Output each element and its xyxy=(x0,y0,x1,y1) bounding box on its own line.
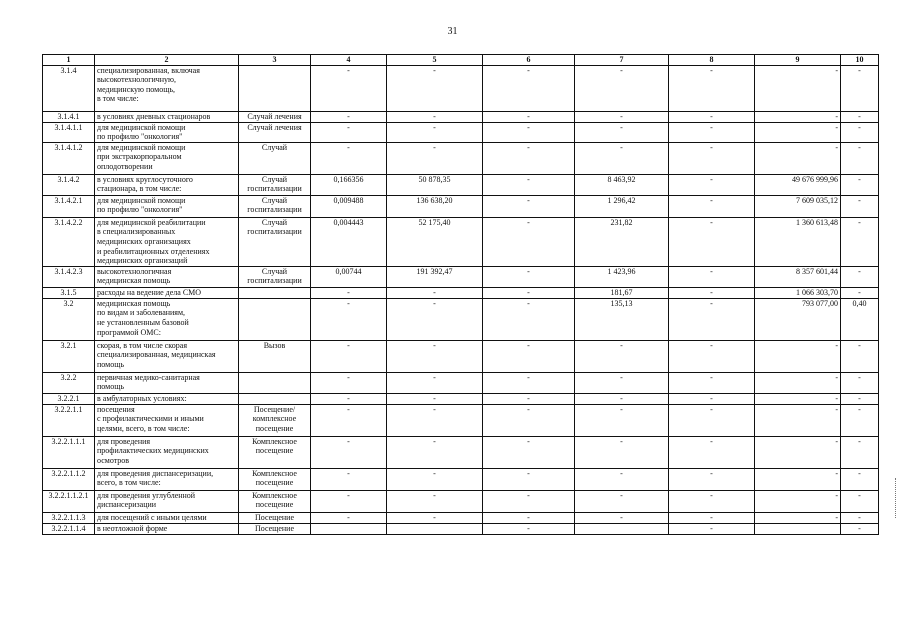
table-cell-col2: расходы на ведение дела СМО xyxy=(95,287,239,298)
table-row xyxy=(43,287,879,298)
table-row xyxy=(43,468,879,490)
table-cell-col8: - xyxy=(669,217,755,266)
table-row xyxy=(43,195,879,217)
table-cell-col1: 3.1.4.2 xyxy=(43,174,95,195)
table-cell-col6: - xyxy=(483,523,575,534)
table-cell-col3 xyxy=(239,65,311,111)
table-cell-col7: - xyxy=(575,490,669,512)
table-cell-col8: - xyxy=(669,65,755,111)
table-cell-col10: - xyxy=(841,340,879,372)
table-cell-col4: 0,00744 xyxy=(311,266,387,287)
column-header: 9 xyxy=(755,55,841,66)
table-cell-col9: 793 077,00 xyxy=(755,298,841,340)
table-cell-col4: - xyxy=(311,490,387,512)
table-cell-col10: - xyxy=(841,217,879,266)
table-cell-col3: Посещение xyxy=(239,512,311,523)
table-cell-col10: - xyxy=(841,393,879,404)
table-cell-col3: Посещение xyxy=(239,523,311,534)
table-cell-col2: для проведения профилактических медицинских осмотров xyxy=(95,436,239,468)
table-cell-col6: - xyxy=(483,393,575,404)
table-cell-col2: в амбулаторных условиях: xyxy=(95,393,239,404)
table-cell-col1: 3.2.2.1.1.4 xyxy=(43,523,95,534)
table-cell-col6: - xyxy=(483,111,575,122)
table-cell-col10: - xyxy=(841,195,879,217)
table-cell-col2: медицинская помощь по видам и заболеваниям, не установленным базовой программой ОМС: xyxy=(95,298,239,340)
table-cell-col10: - xyxy=(841,512,879,523)
table-row xyxy=(43,122,879,142)
table-cell-col10: - xyxy=(841,122,879,142)
table-cell-col2: в условиях круглосуточного стационара, в том числе: xyxy=(95,174,239,195)
table-cell-col8: - xyxy=(669,122,755,142)
table-cell-col7: 181,67 xyxy=(575,287,669,298)
table-cell-col6: - xyxy=(483,436,575,468)
table-cell-col5: - xyxy=(387,372,483,393)
table-cell-col4: - xyxy=(311,436,387,468)
table-cell-col10: - xyxy=(841,404,879,436)
table-cell-col2: скорая, в том числе скорая специализированная, медицинская помощь xyxy=(95,340,239,372)
table-cell-col4: - xyxy=(311,468,387,490)
table-cell-col10: - xyxy=(841,287,879,298)
table-cell-col6: - xyxy=(483,468,575,490)
table-row xyxy=(43,523,879,534)
table-cell-col2: посещения с профилактическими и иными целями, всего, в том числе: xyxy=(95,404,239,436)
table-header-row xyxy=(43,55,879,66)
table-cell-col2: для проведения углубленной диспансеризации xyxy=(95,490,239,512)
table-cell-col3: Комплексное посещение xyxy=(239,490,311,512)
table-cell-col3 xyxy=(239,287,311,298)
table-cell-col7: - xyxy=(575,142,669,174)
table-cell-col7: - xyxy=(575,340,669,372)
table-cell-col8: - xyxy=(669,111,755,122)
table-cell-col3: Случай лечения xyxy=(239,111,311,122)
table-cell-col4: - xyxy=(311,393,387,404)
table-cell-col1: 3.2.1 xyxy=(43,340,95,372)
column-header: 1 xyxy=(43,55,95,66)
table-cell-col3: Случай лечения xyxy=(239,122,311,142)
table-cell-col9: - xyxy=(755,393,841,404)
table-cell-col1: 3.1.4.2.2 xyxy=(43,217,95,266)
table-cell-col1: 3.1.5 xyxy=(43,287,95,298)
table-cell-col7: - xyxy=(575,65,669,111)
table-row xyxy=(43,217,879,266)
table-cell-col9: 7 609 035,12 xyxy=(755,195,841,217)
table-cell-col3: Случай госпитализации xyxy=(239,266,311,287)
table-cell-col8: - xyxy=(669,393,755,404)
table-cell-col6: - xyxy=(483,266,575,287)
table-cell-col9: - xyxy=(755,142,841,174)
table-cell-col10: - xyxy=(841,436,879,468)
table-cell-col6: - xyxy=(483,298,575,340)
table-cell-col1: 3.2.2.1.1 xyxy=(43,404,95,436)
table-cell-col9: - xyxy=(755,111,841,122)
table-row xyxy=(43,372,879,393)
table-cell-col7: 1 296,42 xyxy=(575,195,669,217)
column-header: 10 xyxy=(841,55,879,66)
table-cell-col8: - xyxy=(669,142,755,174)
table-cell-col3: Вызов xyxy=(239,340,311,372)
table-cell-col3: Случай xyxy=(239,142,311,174)
table-cell-col5: - xyxy=(387,65,483,111)
table-cell-col10: - xyxy=(841,372,879,393)
table-cell-col10: - xyxy=(841,523,879,534)
table-cell-col5: 52 175,40 xyxy=(387,217,483,266)
table-cell-col4: - xyxy=(311,404,387,436)
table-cell-col10: - xyxy=(841,490,879,512)
table-cell-col1: 3.1.4.1.2 xyxy=(43,142,95,174)
table-cell-col6: - xyxy=(483,404,575,436)
table-cell-col10: - xyxy=(841,142,879,174)
table-cell-col7: - xyxy=(575,122,669,142)
table-row xyxy=(43,404,879,436)
table-cell-col8: - xyxy=(669,298,755,340)
table-cell-col9: - xyxy=(755,468,841,490)
table-cell-col8: - xyxy=(669,436,755,468)
table-row xyxy=(43,142,879,174)
table-cell-col3: Случай госпитализации xyxy=(239,195,311,217)
table-cell-col6: - xyxy=(483,512,575,523)
table-cell-col8: - xyxy=(669,404,755,436)
table-cell-col8: - xyxy=(669,490,755,512)
table-cell-col6: - xyxy=(483,217,575,266)
table-cell-col2: для посещений с иными целями xyxy=(95,512,239,523)
table-cell-col2: в условиях дневных стационаров xyxy=(95,111,239,122)
table-cell-col9: - xyxy=(755,404,841,436)
table-cell-col3: Посещение/ комплексное посещение xyxy=(239,404,311,436)
table-row xyxy=(43,174,879,195)
table-cell-col5: - xyxy=(387,287,483,298)
table-cell-col3: Комплексное посещение xyxy=(239,468,311,490)
table-cell-col8: - xyxy=(669,266,755,287)
table-cell-col9: - xyxy=(755,65,841,111)
table-cell-col1: 3.2 xyxy=(43,298,95,340)
table-cell-col7: - xyxy=(575,436,669,468)
table-cell-col8: - xyxy=(669,523,755,534)
table-cell-col4: - xyxy=(311,287,387,298)
table-cell-col9: - xyxy=(755,372,841,393)
column-header: 4 xyxy=(311,55,387,66)
column-header: 6 xyxy=(483,55,575,66)
table-cell-col5 xyxy=(387,523,483,534)
scan-artifact xyxy=(895,478,899,518)
table-cell-col5: - xyxy=(387,111,483,122)
table-row xyxy=(43,436,879,468)
table-cell-col1: 3.1.4.1.1 xyxy=(43,122,95,142)
column-header: 3 xyxy=(239,55,311,66)
table-cell-col4: - xyxy=(311,142,387,174)
table-cell-col6: - xyxy=(483,490,575,512)
table-cell-col4: - xyxy=(311,340,387,372)
table-body xyxy=(43,65,879,534)
table-cell-col8: - xyxy=(669,340,755,372)
table-cell-col7: - xyxy=(575,372,669,393)
column-header: 5 xyxy=(387,55,483,66)
table-cell-col9: 1 066 303,70 xyxy=(755,287,841,298)
table-cell-col5: 50 878,35 xyxy=(387,174,483,195)
data-table xyxy=(42,54,879,535)
table-cell-col4: 0,004443 xyxy=(311,217,387,266)
table-cell-col10: - xyxy=(841,468,879,490)
table-cell-col4: - xyxy=(311,298,387,340)
table-row xyxy=(43,298,879,340)
table-row xyxy=(43,490,879,512)
table-cell-col4: - xyxy=(311,65,387,111)
table-cell-col8: - xyxy=(669,468,755,490)
table-cell-col3 xyxy=(239,393,311,404)
table-cell-col1: 3.2.2.1.1.3 xyxy=(43,512,95,523)
table-cell-col9: - xyxy=(755,436,841,468)
table-cell-col3 xyxy=(239,298,311,340)
table-cell-col7: 135,13 xyxy=(575,298,669,340)
table-row xyxy=(43,512,879,523)
table-cell-col1: 3.1.4.2.1 xyxy=(43,195,95,217)
table-cell-col5: - xyxy=(387,512,483,523)
table-cell-col10: 0,40 xyxy=(841,298,879,340)
table-cell-col4: - xyxy=(311,372,387,393)
table-row xyxy=(43,393,879,404)
table-cell-col4: - xyxy=(311,111,387,122)
table-cell-col1: 3.1.4.1 xyxy=(43,111,95,122)
table-cell-col2: в неотложной форме xyxy=(95,523,239,534)
table-cell-col4: 0,166356 xyxy=(311,174,387,195)
table-cell-col10: - xyxy=(841,111,879,122)
table-cell-col9: - xyxy=(755,490,841,512)
table-cell-col7: 8 463,92 xyxy=(575,174,669,195)
table-cell-col9: - xyxy=(755,512,841,523)
table-cell-col1: 3.2.2.1.1.2 xyxy=(43,468,95,490)
table-cell-col7: 231,82 xyxy=(575,217,669,266)
table-cell-col7 xyxy=(575,523,669,534)
table-cell-col6: - xyxy=(483,287,575,298)
table-cell-col1: 3.1.4 xyxy=(43,65,95,111)
table-cell-col8: - xyxy=(669,372,755,393)
table-cell-col6: - xyxy=(483,65,575,111)
table-cell-col8: - xyxy=(669,195,755,217)
table-cell-col5: 191 392,47 xyxy=(387,266,483,287)
table-cell-col6: - xyxy=(483,195,575,217)
table-cell-col1: 3.2.2 xyxy=(43,372,95,393)
table-cell-col5: 136 638,20 xyxy=(387,195,483,217)
table-cell-col5: - xyxy=(387,142,483,174)
table-row xyxy=(43,266,879,287)
table-cell-col2: для медицинской помощи при экстракорпоральном оплодотворении xyxy=(95,142,239,174)
table-cell-col5: - xyxy=(387,340,483,372)
table-cell-col6: - xyxy=(483,122,575,142)
table-row xyxy=(43,111,879,122)
table-cell-col6: - xyxy=(483,372,575,393)
table-cell-col3: Случай госпитализации xyxy=(239,174,311,195)
table-cell-col9: - xyxy=(755,340,841,372)
table-cell-col8: - xyxy=(669,174,755,195)
table-cell-col4: - xyxy=(311,512,387,523)
table-cell-col6: - xyxy=(483,340,575,372)
table-cell-col9: 49 676 999,96 xyxy=(755,174,841,195)
table-cell-col3: Комплексное посещение xyxy=(239,436,311,468)
table-row xyxy=(43,65,879,111)
table-cell-col7: - xyxy=(575,512,669,523)
table-cell-col5: - xyxy=(387,436,483,468)
table-cell-col8: - xyxy=(669,287,755,298)
table-cell-col1: 3.2.2.1.1.2.1 xyxy=(43,490,95,512)
table-cell-col9: 1 360 613,48 xyxy=(755,217,841,266)
table-row xyxy=(43,340,879,372)
column-header: 7 xyxy=(575,55,669,66)
table-cell-col4: - xyxy=(311,122,387,142)
table-cell-col4: 0,009488 xyxy=(311,195,387,217)
table-cell-col8: - xyxy=(669,512,755,523)
table-cell-col5: - xyxy=(387,393,483,404)
table-cell-col5: - xyxy=(387,298,483,340)
table-cell-col2: для медицинской реабилитации в специализированных медицинских организациях и реабилитационных отделениях медицинских организаций xyxy=(95,217,239,266)
table-cell-col3: Случай госпитализации xyxy=(239,217,311,266)
table-cell-col2: высокотехнологичная медицинская помощь xyxy=(95,266,239,287)
table-cell-col2: первичная медико-санитарная помощь xyxy=(95,372,239,393)
table-cell-col9: 8 357 601,44 xyxy=(755,266,841,287)
table-cell-col7: 1 423,96 xyxy=(575,266,669,287)
table-cell-col3 xyxy=(239,372,311,393)
table-cell-col10: - xyxy=(841,65,879,111)
table-cell-col2: для медицинской помощи по профилю "онкология" xyxy=(95,195,239,217)
page-number: 31 xyxy=(447,26,458,37)
table-cell-col7: - xyxy=(575,111,669,122)
table-cell-col5: - xyxy=(387,122,483,142)
table-cell-col2: специализированная, включая высокотехнологичную, медицинскую помощь, в том числе: xyxy=(95,65,239,111)
table-cell-col7: - xyxy=(575,393,669,404)
table-cell-col1: 3.1.4.2.3 xyxy=(43,266,95,287)
column-header: 2 xyxy=(95,55,239,66)
table-cell-col2: для медицинской помощи по профилю "онкология" xyxy=(95,122,239,142)
table-cell-col5: - xyxy=(387,404,483,436)
table-cell-col7: - xyxy=(575,404,669,436)
table-cell-col10: - xyxy=(841,266,879,287)
table-cell-col1: 3.2.2.1 xyxy=(43,393,95,404)
table-cell-col9 xyxy=(755,523,841,534)
table-cell-col5: - xyxy=(387,490,483,512)
table-cell-col9: - xyxy=(755,122,841,142)
table-cell-col6: - xyxy=(483,174,575,195)
table-cell-col4 xyxy=(311,523,387,534)
table-cell-col10: - xyxy=(841,174,879,195)
table-cell-col7: - xyxy=(575,468,669,490)
table-cell-col2: для проведения диспансеризации, всего, в том числе: xyxy=(95,468,239,490)
table-cell-col5: - xyxy=(387,468,483,490)
table-cell-col1: 3.2.2.1.1.1 xyxy=(43,436,95,468)
column-header: 8 xyxy=(669,55,755,66)
table-cell-col6: - xyxy=(483,142,575,174)
